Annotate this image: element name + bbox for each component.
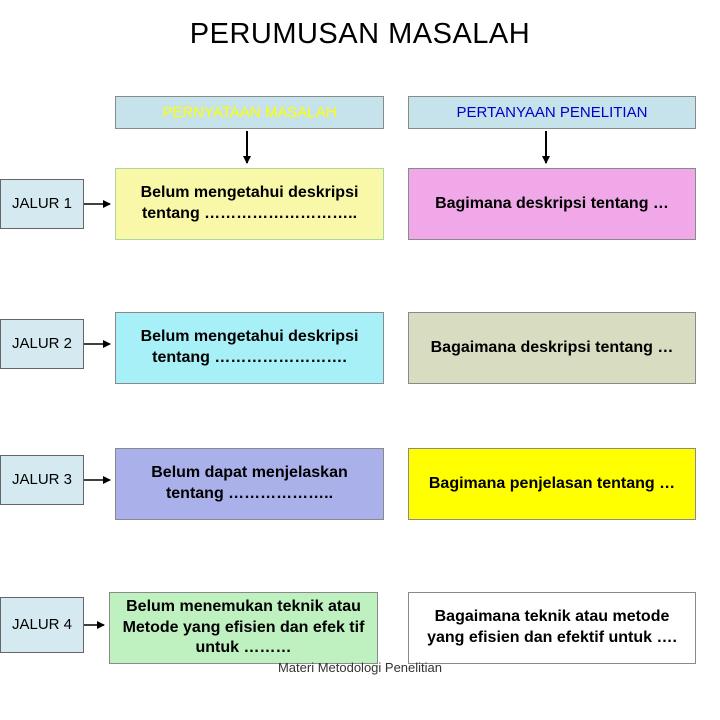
page-title: PERUMUSAN MASALAH [189, 18, 531, 50]
pertanyaan-jalur-1: Bagimana deskripsi tentang … [408, 168, 696, 240]
header-pertanyaan-penelitian: PERTANYAAN PENELITIAN [408, 96, 696, 129]
jalur-2-label: JALUR 2 [0, 319, 84, 369]
pertanyaan-jalur-2: Bagaimana deskripsi tentang … [408, 312, 696, 384]
jalur-4-label: JALUR 4 [0, 597, 84, 653]
pernyataan-jalur-1: Belum mengetahui deskripsi tentang ……………………….. [115, 168, 384, 240]
header-pernyataan-masalah: PERNYATAAN MASALAH [115, 96, 384, 129]
pernyataan-jalur-3: Belum dapat menjelaskan tentang ……………….. [115, 448, 384, 520]
jalur-1-label: JALUR 1 [0, 179, 84, 229]
pertanyaan-jalur-3: Bagimana penjelasan tentang … [408, 448, 696, 520]
pertanyaan-jalur-4: Bagaimana teknik atau metode yang efisien dan efektif untuk …. [408, 592, 696, 664]
pernyataan-jalur-4: Belum menemukan teknik atau Metode yang efisien dan efek tif untuk ……… [109, 592, 378, 664]
jalur-3-label: JALUR 3 [0, 455, 84, 505]
footer-text: Materi Metodologi Penelitian [277, 660, 443, 675]
pernyataan-jalur-2: Belum mengetahui deskripsi tentang ……………………. [115, 312, 384, 384]
